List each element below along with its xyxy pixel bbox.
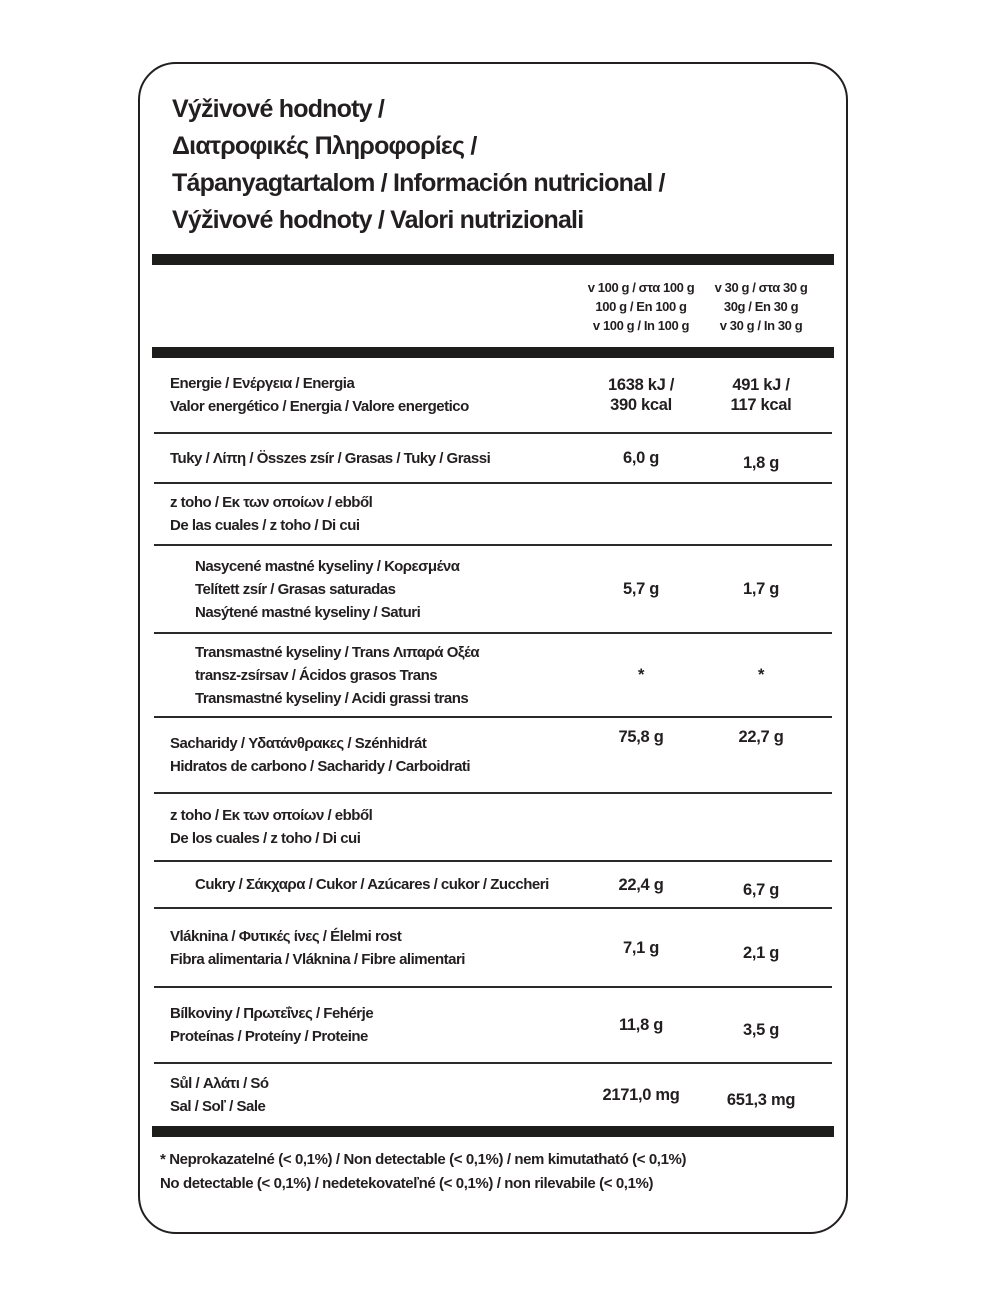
row-label-line: z toho / Εκ των οποίων / ebből — [170, 494, 373, 511]
row-label — [170, 804, 821, 850]
value-per100g: 5,7 g — [622, 580, 660, 598]
row-label-line: Transmastné kyseliny / Acidi grassi trans — [195, 689, 469, 707]
table-row-fibre — [154, 907, 832, 986]
value-per100g: 11,8 g — [618, 1016, 664, 1034]
row-label — [170, 641, 581, 710]
column-header-per100g — [581, 278, 701, 335]
row-label-line: Valor energético / Energia / Valore energetico — [170, 398, 469, 415]
value-per30g: 651,3 mg — [726, 1091, 796, 1109]
table-row-trans-fat — [154, 632, 832, 716]
column-header-line: v 30 g / στα 30 g — [714, 280, 808, 295]
value-per100g: 2171,0 mg — [602, 1086, 680, 1104]
row-label-line: transz-zsírsav / Ácidos grasos Trans — [195, 666, 438, 684]
value-per30g: 491 kJ / 117 kcal — [730, 376, 792, 414]
value-per30g: 22,7 g — [738, 728, 784, 746]
table-row-salt — [154, 1062, 832, 1126]
footnote — [160, 1148, 822, 1196]
value-per100g: 6,0 g — [622, 449, 660, 467]
row-label-line: Bílkoviny / Πρωτεΐνες / Fehérje — [170, 1005, 374, 1022]
title-line: Výživové hodnoty / Valori nutrizionali — [172, 206, 584, 234]
row-label — [170, 873, 581, 896]
row-label — [170, 1002, 581, 1048]
column-header-line: 30g / En 30 g — [723, 299, 799, 314]
value-per30g: 2,1 g — [742, 943, 780, 962]
row-label — [170, 732, 581, 778]
row-label-line: Telített zsír / Grasas saturadas — [195, 580, 396, 598]
table-row-of-which-carbs — [154, 792, 832, 860]
title-line: Výživové hodnoty / — [172, 95, 385, 123]
value-per100g: 75,8 g — [618, 728, 664, 746]
row-label-line: z toho / Εκ των οποίων / ebből — [170, 807, 373, 824]
row-label-line: De los cuales / z toho / Di cui — [170, 830, 361, 847]
column-header-line: 100 g / En 100 g — [595, 299, 687, 314]
value-per100g: 22,4 g — [618, 875, 664, 894]
table-row-energy — [154, 358, 832, 432]
row-label-line: Transmastné kyseliny / Trans Λιπαρά Οξέα — [195, 643, 480, 661]
row-label-line: Nasýtené mastné kyseliny / Saturi — [195, 603, 421, 621]
title-line: Tápanyagtartalom / Información nutricional / — [172, 169, 665, 197]
row-label-line: Hidratos de carbono / Sacharidy / Carboidrati — [170, 758, 471, 775]
footnote-line: No detectable (< 0,1%) / nedetekovateľné (< 0,1%) / non rilevabile (< 0,1%) — [160, 1175, 654, 1192]
row-label — [170, 925, 581, 971]
column-header-per30g — [701, 278, 821, 335]
value-per100g: 1638 kJ / 390 kcal — [607, 376, 675, 414]
row-label-line: Tuky / Λίπη / Összes zsír / Grasas / Tuky / Grassi — [170, 449, 491, 467]
column-header-line: v 100 g / In 100 g — [592, 318, 690, 333]
row-label-line: Sůl / Αλάτι / Só — [170, 1075, 269, 1092]
label-title — [172, 91, 820, 239]
table-row-protein — [154, 986, 832, 1062]
column-header-line: v 100 g / στα 100 g — [587, 280, 695, 295]
row-label — [170, 555, 581, 624]
row-label — [170, 372, 581, 418]
row-label-line: De las cuales / z toho / Di cui — [170, 517, 360, 534]
row-label-line: Cukry / Σάκχαρα / Cukor / Azúcares / cukor / Zuccheri — [195, 876, 549, 893]
value-per30g: 3,5 g — [742, 1021, 780, 1039]
table-row-of-which-fat — [154, 482, 832, 544]
row-label — [170, 491, 821, 537]
value-per30g: 6,7 g — [742, 880, 780, 899]
column-header-line: v 30 g / In 30 g — [719, 318, 803, 333]
rule-bar-top — [152, 254, 834, 265]
title-line: Διατροφικές Πληροφορίες / — [172, 132, 477, 160]
value-per30g: * — [757, 666, 765, 684]
table-row-carbohydrate — [154, 716, 832, 792]
value-per30g: 1,8 g — [742, 454, 780, 472]
row-label — [170, 447, 581, 470]
row-label — [170, 1072, 581, 1118]
value-per100g: * — [637, 666, 645, 684]
row-label-line: Sacharidy / Υδατάνθρακες / Szénhidrát — [170, 735, 427, 752]
row-label-line: Nasycené mastné kyseliny / Κορεσμένα — [195, 557, 460, 575]
column-headers — [154, 265, 832, 347]
table-row-saturated-fat — [154, 544, 832, 632]
table-row-sugars — [154, 860, 832, 907]
table-row-fat — [154, 432, 832, 482]
value-per30g: 1,7 g — [742, 580, 780, 598]
rule-bar-header — [152, 347, 834, 358]
row-label-line: Sal / Soľ / Sale — [170, 1098, 266, 1115]
footnote-line: * Neprokazatelné (< 0,1%) / Non detectable (< 0,1%) / nem kimutatható (< 0,1%) — [160, 1151, 687, 1168]
row-label-line: Fibra alimentaria / Vláknina / Fibre alimentari — [170, 950, 465, 968]
value-per100g: 7,1 g — [622, 938, 660, 957]
row-label-line: Proteínas / Proteíny / Proteine — [170, 1028, 368, 1045]
nutrition-table — [154, 358, 832, 1126]
row-label-line: Vláknina / Φυτικές ίνες / Élelmi rost — [170, 927, 402, 945]
rule-bar-bottom — [152, 1126, 834, 1137]
nutrition-label — [138, 62, 848, 1234]
row-label-line: Energie / Ενέργεια / Energia — [170, 375, 355, 392]
